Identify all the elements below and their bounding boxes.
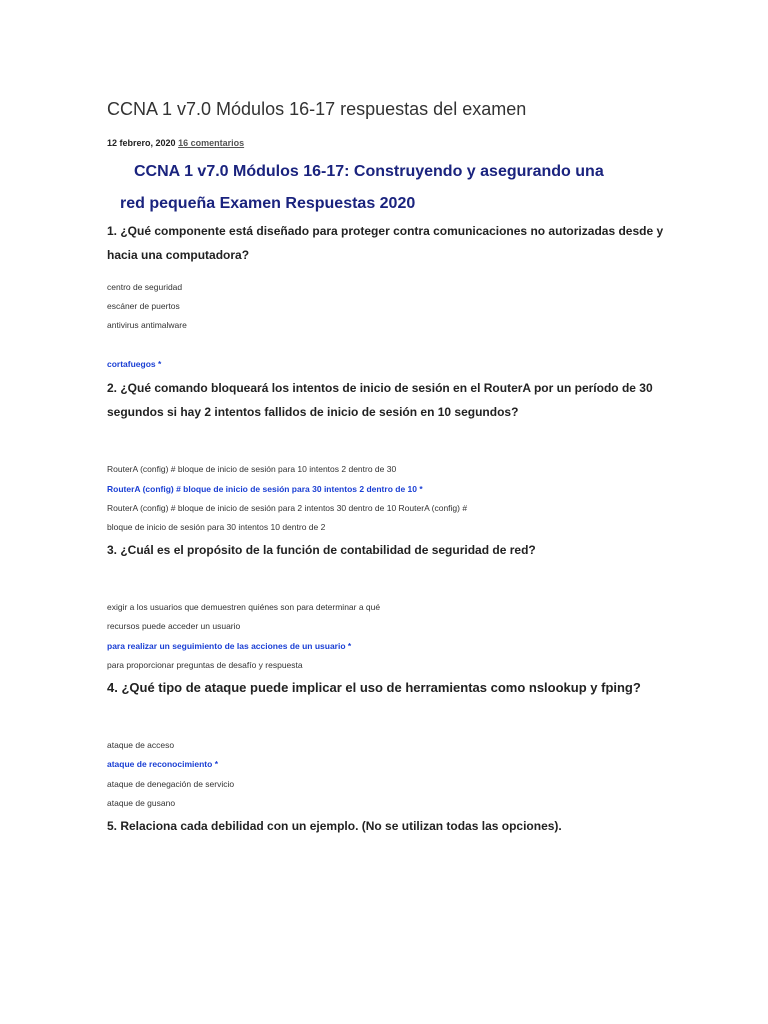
option-1c: antivirus antimalware bbox=[107, 320, 187, 330]
option-3a: exigir a los usuarios que demuestren quiénes son para determinar a qué bbox=[107, 602, 381, 612]
answer-1: cortafuegos * bbox=[107, 359, 162, 369]
article-subtitle bbox=[120, 156, 680, 220]
comments-link[interactable]: 16 comentarios bbox=[178, 138, 245, 148]
answer-4: ataque de reconocimiento * bbox=[107, 759, 218, 769]
question-4: 4. ¿Qué tipo de ataque puede implicar el uso de herramientas como nslookup y fping? bbox=[107, 680, 641, 695]
post-meta bbox=[107, 138, 244, 148]
option-1b: escáner de puertos bbox=[107, 301, 180, 311]
option-3b: recursos puede acceder un usuario bbox=[107, 621, 241, 631]
question-5: 5. Relaciona cada debilidad con un ejemplo. (No se utilizan todas las opciones). bbox=[107, 819, 562, 833]
question-3: 3. ¿Cuál es el propósito de la función de contabilidad de seguridad de red? bbox=[107, 543, 536, 557]
answer-2: RouterA (config) # bloque de inicio de sesión para 30 intentos 2 dentro de 10 * bbox=[107, 484, 423, 494]
option-3c: para proporcionar preguntas de desafío y respuesta bbox=[107, 660, 303, 670]
post-date: 12 febrero, 2020 bbox=[107, 138, 176, 148]
question-2: 2. ¿Qué comando bloqueará los intentos de inicio de sesión en el RouterA por un período de 30 segundos si hay 2 intentos fallidos de inicio de sesión en 10 segundos? bbox=[107, 381, 653, 419]
option-4b: ataque de denegación de servicio bbox=[107, 779, 235, 789]
option-2a: RouterA (config) # bloque de inicio de sesión para 10 intentos 2 dentro de 30 bbox=[107, 464, 397, 474]
option-4a: ataque de acceso bbox=[107, 740, 175, 750]
subtitle-line-2: red pequeña Examen Respuestas 2020 bbox=[120, 195, 416, 212]
option-2b: RouterA (config) # bloque de inicio de sesión para 2 intentos 30 dentro de 10 RouterA (config) # bbox=[107, 503, 468, 513]
question-1: 1. ¿Qué componente está diseñado para proteger contra comunicaciones no autorizadas desde y hacia una computadora? bbox=[107, 224, 664, 262]
option-4c: ataque de gusano bbox=[107, 798, 176, 808]
option-2c: bloque de inicio de sesión para 30 intentos 10 dentro de 2 bbox=[107, 522, 326, 532]
subtitle-line-1: CCNA 1 v7.0 Módulos 16-17: Construyendo y asegurando una bbox=[134, 163, 604, 180]
page-title: CCNA 1 v7.0 Módulos 16-17 respuestas del examen bbox=[107, 99, 527, 119]
answer-3: para realizar un seguimiento de las acciones de un usuario * bbox=[107, 641, 352, 651]
option-1a: centro de seguridad bbox=[107, 282, 183, 292]
